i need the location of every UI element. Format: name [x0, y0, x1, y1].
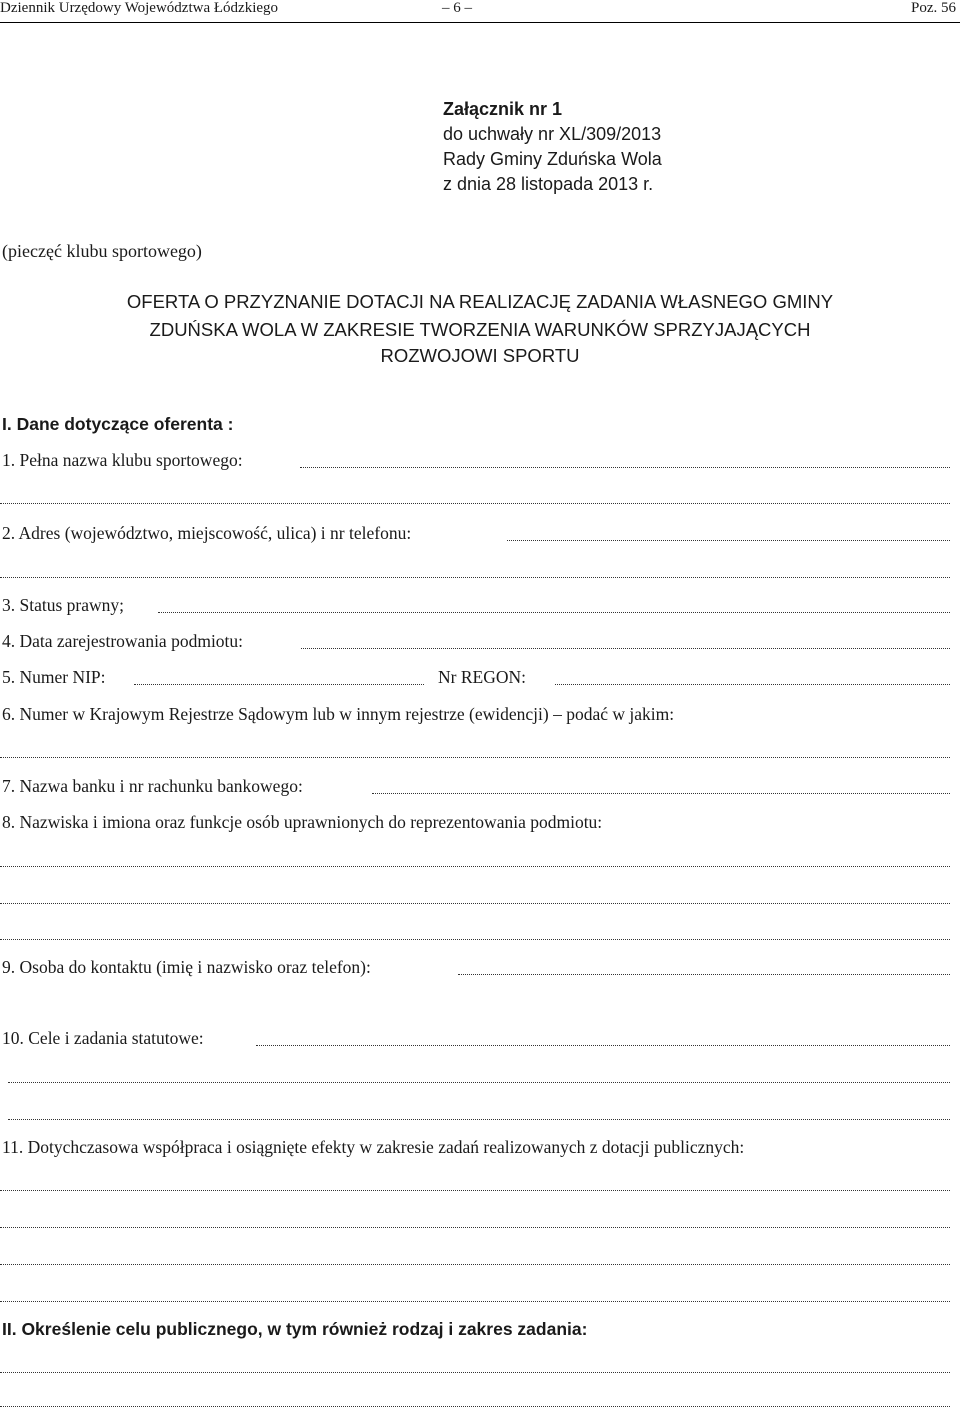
offer-title-line3: ROZWOJOWI SPORTU — [380, 345, 580, 366]
field-registration-date-label: 4. Data zarejestrowania podmiotu: — [2, 631, 244, 651]
field-statutory-goals-line[interactable] — [256, 1045, 950, 1046]
section2-line1[interactable] — [0, 1372, 950, 1373]
field-representatives-line3[interactable] — [0, 939, 950, 940]
section2-heading: II. Określenie celu publicznego, w tym również rodzaj i zakres zadania: — [2, 1319, 588, 1339]
field-nip-line[interactable] — [134, 684, 424, 685]
field-contact-person-line[interactable] — [458, 974, 950, 975]
field-nip-label: 5. Numer NIP: — [2, 667, 106, 687]
field-statutory-goals-line3[interactable] — [8, 1119, 950, 1120]
field-representatives-line1[interactable] — [0, 866, 950, 867]
field-cooperation-line2[interactable] — [0, 1227, 950, 1228]
field-contact-person-label: 9. Osoba do kontaktu (imię i nazwisko oraz telefon): — [2, 957, 371, 977]
field-krs-line[interactable] — [0, 757, 950, 758]
field-cooperation-label: 11. Dotychczasowa współpraca i osiągnięte efekty w zakresie zadań realizowanych z dotacji publicznych: — [2, 1137, 745, 1157]
field-address-line[interactable] — [507, 540, 950, 541]
field-club-name-line2[interactable] — [0, 503, 950, 504]
field-regon-line[interactable] — [555, 684, 950, 685]
position-number: Poz. 56 — [911, 0, 956, 16]
stamp-label: (pieczęć klubu sportowego) — [2, 241, 202, 261]
section1-heading: I. Dane dotyczące oferenta : — [2, 414, 234, 434]
field-statutory-goals-line2[interactable] — [8, 1082, 950, 1083]
field-club-name-line[interactable] — [300, 467, 950, 468]
field-address-label: 2. Adres (województwo, miejscowość, ulica) i nr telefonu: — [2, 523, 412, 543]
annex-council: Rady Gminy Zduńska Wola — [443, 149, 662, 169]
field-bank-line[interactable] — [372, 793, 950, 794]
section2-line2[interactable] — [0, 1406, 950, 1407]
field-cooperation-line1[interactable] — [0, 1190, 950, 1191]
field-representatives-label: 8. Nazwiska i imiona oraz funkcje osób uprawnionych do reprezentowania podmiotu: — [2, 812, 603, 832]
field-legal-status-label: 3. Status prawny; — [2, 595, 125, 615]
field-bank-label: 7. Nazwa banku i nr rachunku bankowego: — [2, 776, 303, 796]
field-representatives-line2[interactable] — [0, 903, 950, 904]
journal-name: Dziennik Urzędowy Województwa Łódzkiego — [0, 0, 279, 16]
annex-resolution: do uchwały nr XL/309/2013 — [443, 124, 662, 144]
field-legal-status-line[interactable] — [158, 612, 950, 613]
field-statutory-goals-label: 10. Cele i zadania statutowe: — [2, 1028, 204, 1048]
field-cooperation-line4[interactable] — [0, 1301, 950, 1302]
annex-date: z dnia 28 listopada 2013 r. — [443, 174, 654, 194]
field-address-line2[interactable] — [0, 577, 950, 578]
field-krs-label: 6. Numer w Krajowym Rejestrze Sądowym lub w innym rejestrze (ewidencji) – podać w jakim: — [2, 704, 675, 724]
field-cooperation-line3[interactable] — [0, 1264, 950, 1265]
field-club-name-label: 1. Pełna nazwa klubu sportowego: — [2, 450, 243, 470]
page-number: – 6 – — [442, 0, 472, 16]
header-rule — [0, 22, 960, 23]
field-regon-label: Nr REGON: — [438, 667, 526, 687]
offer-title-line1: OFERTA O PRZYZNANIE DOTACJI NA REALIZACJĘ ZADANIA WŁASNEGO GMINY — [126, 291, 834, 312]
annex-title: Załącznik nr 1 — [443, 99, 563, 119]
offer-title-line2: ZDUŃSKA WOLA W ZAKRESIE TWORZENIA WARUNKÓW SPRZYJAJĄCYCH — [149, 319, 811, 340]
field-registration-date-line[interactable] — [301, 648, 950, 649]
